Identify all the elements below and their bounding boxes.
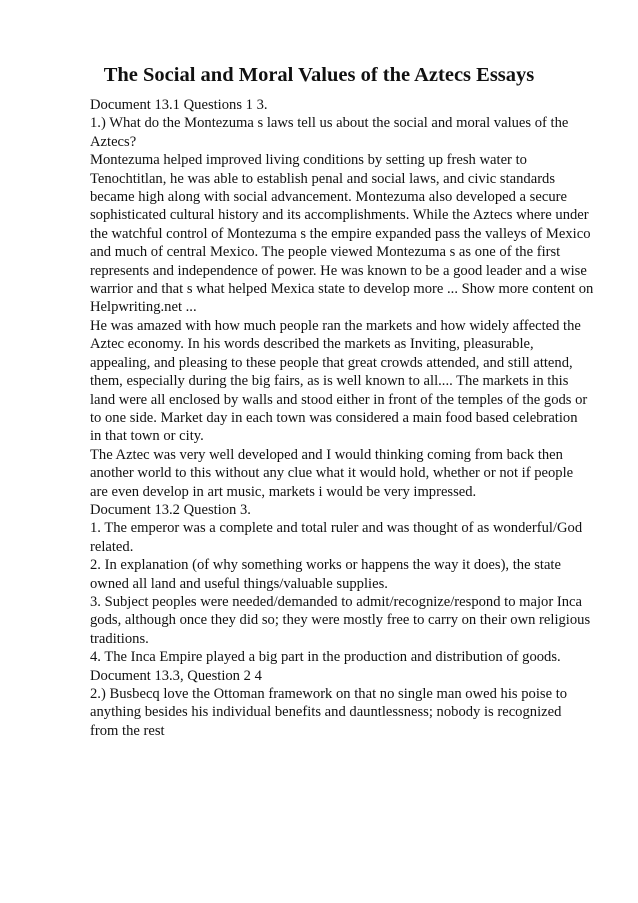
text-line: to one side. Market day in each town was considered a main food based celebration — [90, 409, 578, 426]
text-line: are even develop in art music, markets i would be very impressed. — [90, 483, 477, 500]
text-line: Aztecs? — [90, 133, 137, 150]
text-line: Helpwriting.net ... — [90, 299, 197, 316]
text-line: 3. Subject peoples were needed/demanded to admit/recognize/respond to major Inca — [90, 593, 582, 610]
text-line: owned all land and useful things/valuable supplies. — [90, 575, 388, 592]
text-line: traditions. — [90, 630, 149, 647]
text-line: The Aztec was very well developed and I would thinking coming from back then — [90, 446, 563, 463]
text-line: 1.) What do the Montezuma s laws tell us about the social and moral values of the — [90, 115, 569, 132]
document-body — [90, 96, 600, 740]
text-line: became high along with social advancement. Montezuma also developed a secure — [90, 189, 567, 206]
text-line: Document 13.2 Question 3. — [90, 501, 251, 518]
text-line: from the rest — [90, 722, 165, 739]
text-line: Aztec economy. In his words described the markets as Inviting, pleasurable, — [90, 336, 534, 353]
text-line: 1. The emperor was a complete and total ruler and was thought of as wonderful/God — [90, 520, 583, 537]
text-line: Tenochtitlan, he was able to establish penal and social laws, and civic standards — [90, 170, 556, 187]
text-line: another world to this without any clue what it would hold, whether or not if people — [90, 465, 574, 482]
text-line: in that town or city. — [90, 428, 204, 445]
text-line: Document 13.3, Question 2 4 — [90, 667, 262, 684]
text-line: and much of central Mexico. The people viewed Montezuma s as one of the first — [90, 244, 561, 261]
text-line: Montezuma helped improved living conditions by setting up fresh water to — [90, 152, 527, 169]
text-line: anything besides his individual benefits and dauntlessness; nobody is recognized — [90, 704, 562, 721]
text-line: land were all enclosed by walls and stood either in front of the temples of the gods or — [90, 391, 588, 408]
text-line: 4. The Inca Empire played a big part in the production and distribution of goods. — [90, 649, 561, 666]
text-line: related. — [90, 538, 134, 555]
text-line: sophisticated cultural history and its accomplishments. While the Aztecs where under — [90, 207, 589, 224]
text-line: 2. In explanation (of why something works or happens the way it does), the state — [90, 557, 561, 574]
page-title: The Social and Moral Values of the Aztecs Essays — [103, 64, 535, 86]
text-line: appealing, and pleasing to these people that great crowds attended, and still attend, — [90, 354, 573, 371]
text-line: represents and independence of power. He was known to be a good leader and a wise — [90, 262, 587, 279]
text-line: them, especially during the big fairs, as is well known to all.... The markets in this — [90, 373, 569, 390]
text-line: gods, although once they did so; they were mostly free to carry on their own religious — [90, 612, 591, 629]
text-line: warrior and that s what helped Mexica state to develop more ... Show more content on — [90, 281, 594, 298]
text-line: the watchful control of Montezuma s the empire expanded pass the valleys of Mexico — [90, 225, 591, 242]
text-line: He was amazed with how much people ran the markets and how widely affected the — [90, 317, 581, 334]
text-line: 2.) Busbecq love the Ottoman framework on that no single man owed his poise to — [90, 686, 568, 702]
text-line: Document 13.1 Questions 1 3. — [90, 97, 268, 113]
